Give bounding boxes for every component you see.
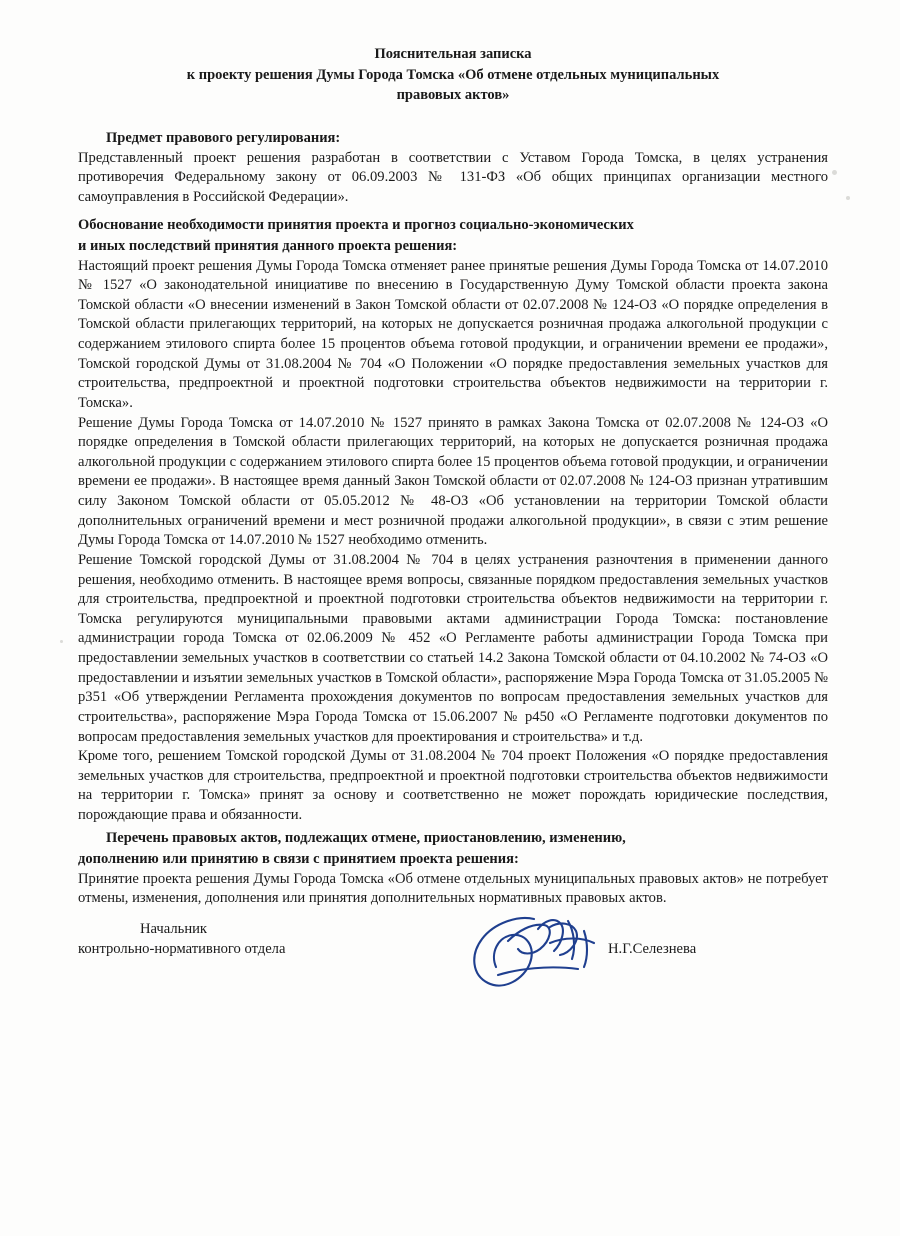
signatory-name: Н.Г.Селезнева: [608, 941, 697, 958]
document-title-line-3: правовых актов»: [396, 87, 510, 104]
document-title-line-1: Пояснительная записка: [374, 46, 532, 62]
signatory-role-line-1: Начальник: [140, 920, 208, 937]
section-acts-list-heading-line-2: дополнению или принятию в связи с принятием проекта решения:: [78, 850, 519, 867]
signatory-role-line-2: контрольно-нормативного отдела: [78, 941, 286, 958]
section-justification: [78, 215, 828, 826]
section-justification-paragraph-1: Настоящий проект решения Думы Города Томска отменяет ранее принятые решения Думы Города Томска от 14.07.2010 № 1527 «О законодательной инициативе по внесению в Государственную Думу Томской области проекта закона Томской области «О внесении изменений в Закон Томской области от 02.07.2008 № 124-ОЗ «О порядке определения в Томской области прилегающих территорий, на которых не допускается розничная продажа алкогольной продукции с содержанием этилового спирта более 15 процентов объема готовой продукции, и ограничении времени ее продажи», Томской городской Думы от 31.08.2004 № 704 «О Положении «О порядке предоставления земельных участков для строительства, предпроектной и проектной подготовки строительства объектов недвижимости на территории г. Томска».: [78, 257, 828, 411]
document-title-line-2: к проекту решения Думы Города Томска «Об отмене отдельных муниципальных: [186, 66, 720, 83]
section-subject-heading: Предмет правового регулирования:: [106, 129, 341, 146]
section-justification-heading-line-1: Обоснование необходимости принятия проекта и прогноз социально-экономических: [78, 216, 634, 233]
section-justification-heading-line-2: и иных последствий принятия данного проекта решения:: [78, 237, 458, 254]
scan-artifact: [832, 170, 837, 175]
section-subject: [78, 128, 828, 208]
section-acts-list-heading-line-1: Перечень правовых актов, подлежащих отмене, приостановлению, изменению,: [106, 829, 626, 846]
section-acts-list-paragraph-1: Принятие проекта решения Думы Города Томска «Об отмене отдельных муниципальных правовых актов» не потребует отмены, изменения, дополнения или принятия дополнительных нормативных правовых актов.: [78, 870, 828, 907]
section-acts-list: [78, 828, 828, 909]
section-subject-paragraph-1: Представленный проект решения разработан в соответствии с Уставом Города Томска, в целях устранения противоречия Федеральному закону от 06.09.2003 № 131-ФЗ «Об общих принципах организации местного самоуправления в Российской Федерации».: [78, 149, 828, 205]
scan-artifact: [846, 196, 850, 200]
signature-block: [78, 919, 828, 960]
scan-artifact: [60, 640, 63, 643]
section-justification-paragraph-4: Кроме того, решением Томской городской Думы от 31.08.2004 № 704 проект Положения «О порядке предоставления земельных участков для строительства, предпроектной и проектной подготовки строительства объектов недвижимости на территории г. Томска» принят за основу и соответственно не может порождать юридические последствия, порождающие права и обязанности.: [78, 748, 828, 824]
section-justification-paragraph-3: Решение Томской городской Думы от 31.08.2004 № 704 в целях устранения разночтения в применении данного решения, необходимо отменить. В настоящее время вопросы, связанные порядком предоставления земельных участков для строительства, предпроектной и проектной подготовки строительства объектов недвижимости на территории г. Томска регулируются муниципальными правовыми актами администрации Города Томска: постановление администрации города Томска от 02.06.2009 № 452 «О Регламенте работы администрации Города Томска при предоставлении земельных участков в соответствии со статьей 14.2 Закона Томской области от 04.10.2002 № 74-ОЗ «О предоставлении и изъятии земельных участков в Томской области», распоряжение Мэра Города Томска от 31.05.2005 № р351 «Об утверждении Регламента прохождения документов по вопросам предоставления земельных участков для строительства», распоряжение Мэра Города Томска от 15.06.2007 № р450 «О Регламенте подготовки документов по вопросам предоставления земельных участков для проектирования и строительства» и т.д.: [78, 551, 828, 745]
section-justification-paragraph-2: Решение Думы Города Томска от 14.07.2010 № 1527 принято в рамках Закона Томска от 02.07.2008 № 124-ОЗ «О порядке определения в Томской области прилегающих территорий, на которых не допускается розничная продажа алкогольной продукции с содержанием этилового спирта более 15 процентов объема готовой продукции, и ограничении времени ее продажи». В настоящее время данный Закон Томской области от 02.07.2008 № 124-ОЗ признан утратившим силу Законом Томской области от 05.05.2012 № 48-ОЗ «Об установлении на территории Томской области дополнительных ограничений времени и мест розничной продажи алкогольной продукции», в связи с этим решение Думы Города Томска от 14.07.2010 № 1527 необходимо отменить.: [78, 414, 828, 549]
document-title: [96, 44, 810, 106]
